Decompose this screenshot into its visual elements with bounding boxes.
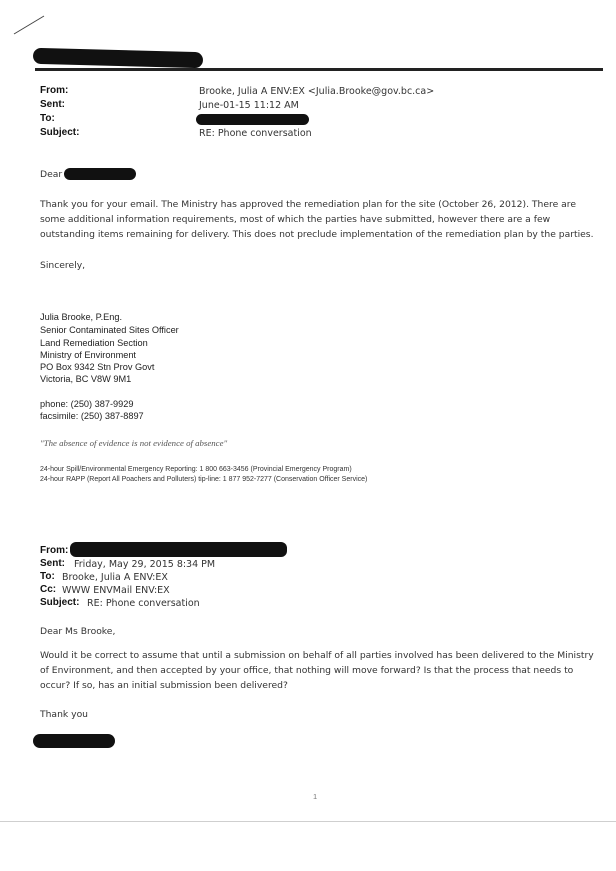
subject-value-2: RE: Phone conversation [87, 598, 200, 609]
sent-label: Sent: [40, 99, 65, 110]
sig-line-1: Julia Brooke, P.Eng. [40, 312, 123, 322]
sent-label-2: Sent: [40, 558, 65, 569]
redacted-to [196, 114, 309, 125]
from-label-2: From: [40, 545, 69, 556]
signature-quote: "The absence of evidence is not evidence of absence" [40, 438, 228, 448]
sent-value: June-01-15 11:12 AM [199, 100, 299, 111]
subject-label: Subject: [40, 127, 80, 138]
greeting: Dear [40, 169, 63, 180]
to-label: To: [40, 113, 55, 124]
sig-line-2: Senior Contaminated Sites Officer [40, 325, 179, 335]
redacted-name-top [33, 48, 203, 68]
header-rule [35, 68, 603, 71]
hotline-2: 24-hour RAPP (Report All Poachers and Polluters) tip-line: 1 877 952-7277 (Conservation Officer Service) [40, 476, 368, 483]
cc-label-2: Cc: [40, 584, 57, 595]
redacted-signature [33, 734, 115, 748]
from-value: Brooke, Julia A ENV:EX <Julia.Brooke@gov.bc.ca> [199, 86, 435, 97]
para-line-2: some additional information requirements, most of which the parties have submitted, however there are a few [40, 214, 551, 225]
para-line-3: outstanding items remaining for delivery. This does not preclude implementation of the remediation plan by the parties. [40, 229, 594, 240]
subject-label-2: Subject: [40, 597, 80, 608]
para2-line-2: of Environment, and then accepted by your office, that nothing will move forward? Is that the process that needs to [40, 665, 574, 676]
closing-2: Thank you [40, 709, 89, 720]
cc-value-2: WWW ENVMail ENV:EX [62, 585, 170, 596]
closing: Sincerely, [40, 260, 86, 271]
para-line-1: Thank you for your email. The Ministry has approved the remediation plan for the site (October 26, 2012). There are [40, 199, 577, 210]
phone: phone: (250) 387-9929 [40, 399, 134, 409]
subject-value: RE: Phone conversation [199, 128, 312, 139]
para2-line-3: occur? If so, has an initial submission been delivered? [40, 680, 288, 691]
to-label-2: To: [40, 571, 55, 582]
greeting-2: Dear Ms Brooke, [40, 626, 116, 637]
sent-value-2: Friday, May 29, 2015 8:34 PM [74, 559, 216, 570]
hotline-1: 24-hour Spill/Environmental Emergency Reporting: 1 800 663-3456 (Provincial Emergency Program) [40, 466, 352, 473]
sig-line-6: Victoria, BC V8W 9M1 [40, 374, 132, 384]
redacted-sender [70, 542, 287, 557]
to-value-2: Brooke, Julia A ENV:EX [62, 572, 168, 583]
sig-line-3: Land Remediation Section [40, 338, 148, 348]
sig-line-5: PO Box 9342 Stn Prov Govt [40, 362, 155, 372]
page-number: 1 [313, 792, 318, 801]
redacted-recipient [64, 168, 136, 180]
pen-mark [8, 10, 48, 40]
footer-rule [0, 821, 616, 822]
fax: facsimile: (250) 387-8897 [40, 411, 144, 421]
from-label: From: [40, 85, 69, 96]
sig-line-4: Ministry of Environment [40, 350, 136, 360]
para2-line-1: Would it be correct to assume that until a submission on behalf of all parties involved has been delivered to the Ministry [40, 650, 594, 661]
